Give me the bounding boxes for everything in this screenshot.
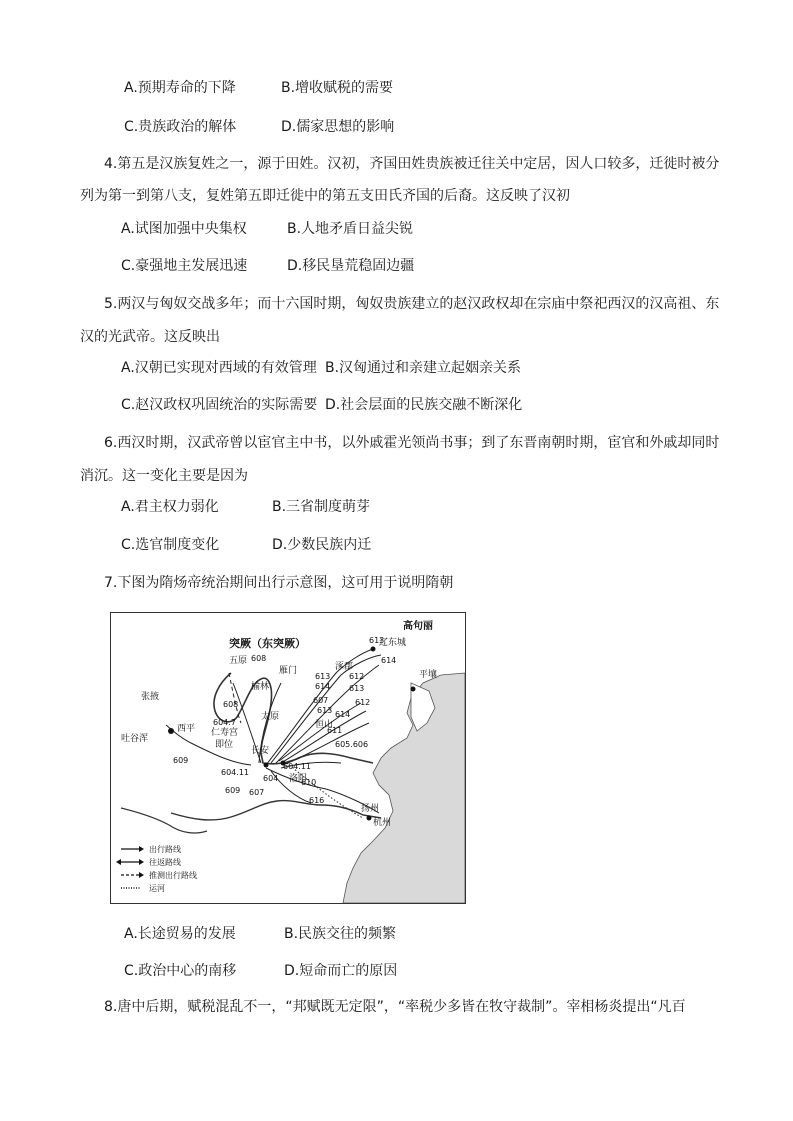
label-changan: 长安	[251, 746, 270, 756]
year-label: 613	[349, 684, 365, 693]
year-label: 613	[315, 672, 331, 681]
year-label: 609	[173, 756, 189, 765]
q4-stem-line1: 4.第五是汉族复姓之一，源于田姓。汉初，齐国田姓贵族被迁往关中定居，因人口较多，迁徙时被分	[104, 156, 720, 172]
q4-option-c: C.豪强地主发展迅速	[121, 258, 248, 274]
q5-option-c: C.赵汉政权巩固统治的实际需要	[121, 397, 318, 413]
year-label: 604.11	[283, 762, 311, 771]
label-tujue: 突厥（东突厥）	[229, 637, 306, 650]
q4-option-d: D.移民垦荒稳固边疆	[287, 258, 415, 274]
q5-option-a: A.汉朝已实现对西域的有效管理	[121, 360, 317, 376]
year-label: 605.606	[335, 740, 369, 749]
label-pingrang: 平壤	[419, 670, 438, 680]
year-label: 608	[251, 654, 267, 663]
q4-option-b: B.人地矛盾日益尖锐	[287, 221, 414, 237]
year-label: 608	[223, 700, 239, 709]
q6-option-b: B.三省制度萌芽	[272, 499, 371, 515]
year-label: 611	[327, 726, 343, 735]
label-gaogouli: 高句丽	[403, 621, 433, 632]
q5-option-d: D.社会层面的民族交融不断深化	[325, 397, 523, 413]
q8-stem-line1: 8.唐中后期，赋税混乱不一，“邦赋既无定限”，“率税少多皆在牧守裁制”。宰相杨炎提出“凡百	[104, 999, 686, 1015]
sea-area	[343, 673, 465, 903]
label-tuyuhun: 吐谷浑	[121, 734, 149, 744]
q7-option-c: C.政治中心的南移	[124, 963, 237, 979]
q5-stem-line1: 5.两汉与匈奴交战多年；而十六国时期，匈奴贵族建立的赵汉政权却在宗庙中祭祀西汉的汉高祖、东	[104, 296, 720, 312]
label-wuyuan: 五原	[229, 656, 248, 666]
label-taiyuan: 太原	[261, 712, 280, 722]
sui-yangdi-travel-map	[110, 612, 466, 904]
q6-option-d: D.少数民族内迁	[272, 537, 372, 553]
year-label: 604	[263, 774, 279, 783]
legend-round-trip: 往返路线	[149, 858, 181, 867]
label-hengshan: 恒山	[315, 720, 334, 730]
q7-option-b: B.民族交往的频繁	[284, 926, 397, 942]
year-label: 612	[355, 698, 371, 707]
q3-option-c: C.贵族政治的解体	[124, 119, 237, 135]
year-label: 616	[309, 796, 325, 805]
year-label: 614	[315, 682, 331, 691]
q5-stem-line2: 汉的光武帝。这反映出	[80, 329, 220, 345]
q4-option-a: A.试图加强中央集权	[121, 221, 247, 237]
year-label: 607	[249, 788, 265, 797]
q6-stem-line2: 消沉。这一变化主要是因为	[80, 468, 248, 484]
label-jiwei: 即位	[215, 740, 234, 750]
q4-stem-line2: 列为第一到第八支，复姓第五即迁徙中的第五支田氏齐国的后裔。这反映了汉初	[80, 188, 570, 204]
year-label: 609	[225, 786, 241, 795]
year-label: 612	[349, 672, 365, 681]
q7-option-d: D.短命而亡的原因	[284, 963, 398, 979]
year-label: 613	[317, 706, 333, 715]
legend-inferred-route: 推测出行路线	[149, 871, 197, 880]
q6-option-a: A.君主权力弱化	[121, 499, 219, 515]
q3-option-b: B.增收赋税的需要	[281, 80, 394, 96]
label-zhangye: 张掖	[141, 692, 160, 702]
q3-option-a: A.预期寿命的下降	[124, 80, 236, 96]
legend-travel-route: 出行路线	[149, 845, 181, 854]
q7-option-a: A.长途贸易的发展	[124, 926, 236, 942]
map-legend	[116, 844, 197, 893]
label-liaodong: 辽东城	[379, 638, 407, 648]
label-yangzhou: 扬州	[361, 804, 380, 814]
label-yanmen: 雁门	[279, 666, 298, 676]
year-label: 614	[335, 710, 351, 719]
q6-stem-line1: 6.西汉时期，汉武帝曾以宦官主中书，以外戚霍光领尚书事；到了东晋南朝时期，宦官和外戚却同时	[104, 435, 720, 451]
year-label: 607	[313, 696, 329, 705]
year-label: 604.7	[213, 718, 236, 727]
legend-canal: 运河	[149, 884, 165, 893]
label-xiping: 西平	[177, 724, 196, 734]
label-zhuojun: 涿郡	[335, 662, 354, 672]
q3-option-d: D.儒家思想的影响	[281, 119, 395, 135]
q5-option-b: B.汉匈通过和亲建立起姻亲关系	[325, 360, 522, 376]
west-river	[121, 808, 207, 833]
year-label: 613	[369, 636, 385, 645]
label-yulin: 榆林	[251, 682, 270, 692]
label-renshougong: 仁寿宫	[211, 728, 239, 738]
year-label: 604.11	[221, 768, 249, 777]
label-hangzhou: 杭州	[373, 818, 392, 828]
map-drawing	[111, 613, 465, 903]
q7-stem-line1: 7.下图为隋炀帝统治期间出行示意图，这可用于说明隋朝	[104, 575, 454, 591]
label-luoyang: 洛阳	[289, 774, 308, 784]
q6-option-c: C.选官制度变化	[121, 537, 220, 553]
inferred-route	[229, 673, 241, 723]
year-label: 610	[301, 778, 317, 787]
year-label: 614	[381, 656, 397, 665]
